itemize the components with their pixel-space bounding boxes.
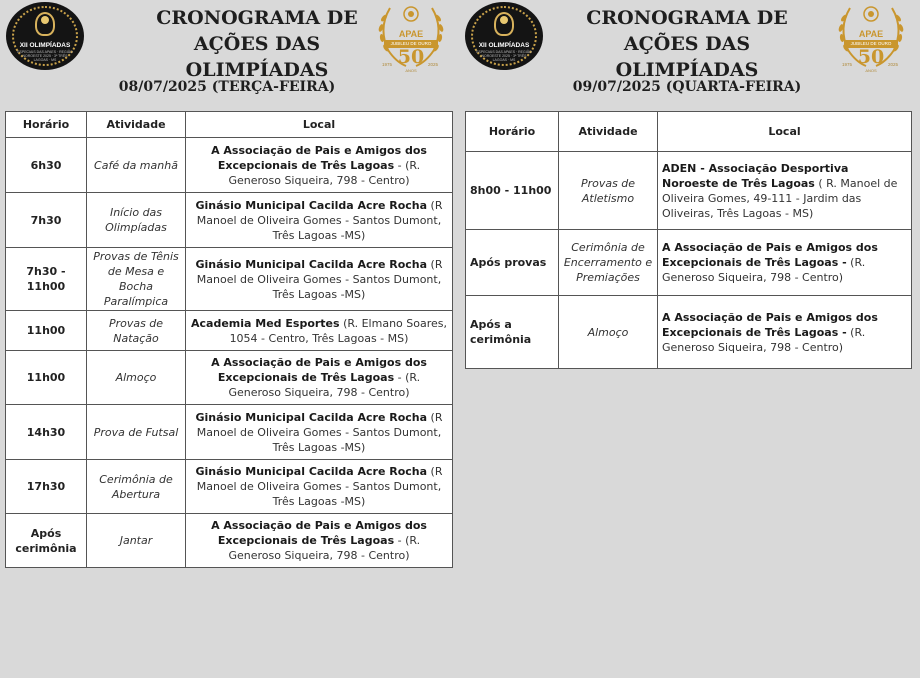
location-address: (R. Elmano Soares, 1054 - Centro, Três Lagoas - MS) [229,316,447,345]
table-row [6,460,453,514]
column-header-activity: Atividade [559,112,658,152]
schedule-table-day2 [465,111,912,369]
schedule-date: 08/07/2025 (TERÇA-FEIRA) [118,79,336,95]
location-address: - (R. Generoso Siqueira, 798 - Centro) [228,158,421,187]
location-name: A Associação de Pais e Amigos dos Excepcionais de Três Lagoas - [662,241,878,269]
schedule-time: 6h30 [6,138,87,193]
column-header-activity: Atividade [87,112,186,138]
location-address: (R Manoel de Oliveira Gomes - Santos Dumont, Três Lagoas -MS) [196,257,443,301]
table-row [6,138,453,193]
schedule-time: 7h30 [6,193,87,248]
schedule-location [186,248,453,311]
location-name: ADEN - Associação Desportiva Noroeste de Três Lagoas [662,161,849,190]
location-address: - (R. Generoso Siqueira, 798 - Centro) [228,534,421,562]
schedule-time: 11h00 [6,351,87,405]
location-name: A Associação de Pais e Amigos dos Excepcionais de Três Lagoas [211,356,427,384]
schedule-activity: Prova de Futsal [87,405,186,460]
schedule-time: 14h30 [6,405,87,460]
column-header-location: Local [186,112,453,138]
table-row [466,296,912,369]
page-title: CRONOGRAMA DE AÇÕES DAS OLIMPÍADAS [586,7,788,81]
schedule-location [186,460,453,514]
schedule-activity: Provas de Atletismo [559,152,658,230]
location-address: (R Manoel de Oliveira Gomes - Santos Dumont, Três Lagoas -MS) [196,410,443,454]
schedule-location [186,351,453,405]
location-address: (R. Generoso Siqueira, 798 - Centro) [662,325,866,354]
schedule-location [658,296,912,369]
table-row [6,193,453,248]
location-address: ( R. Manoel de Oliveira Gomes, 49-111 - Jardim das Oliveiras, Três Lagoas - MS) [662,176,898,220]
location-name: Ginásio Municipal Cacilda Acre Rocha [195,410,428,424]
location-name: A Associação de Pais e Amigos dos Excepcionais de Três Lagoas [211,143,427,172]
schedule-location [186,193,453,248]
schedule-activity: Café da manhã [87,138,186,193]
schedule-activity: Provas de Tênis de Mesa e Bocha Paralímpica [87,248,186,311]
schedule-activity: Jantar [87,514,186,568]
schedule-location [186,138,453,193]
location-name: Ginásio Municipal Cacilda Acre Rocha [195,198,428,212]
column-header-time: Horário [466,112,559,152]
location-name: A Associação de Pais e Amigos dos Excepcionais de Três Lagoas - [662,310,878,339]
schedule-activity: Almoço [87,351,186,405]
column-header-time: Horário [6,112,87,138]
schedule-time: 11h00 [6,311,87,351]
table-row [6,514,453,568]
schedule-time: 17h30 [6,460,87,514]
schedule-date: 09/07/2025 (QUARTA-FEIRA) [572,79,802,95]
apae-50-anos-logo: APAE JUBILEU DE OURO 50 1975 2025 ANOS [834,0,908,76]
table-row [6,351,453,405]
table-row [6,248,453,311]
apae-50-anos-logo: APAE JUBILEU DE OURO 50 1975 2025 ANOS [374,0,448,76]
location-address: - (R. Generoso Siqueira, 798 - Centro) [228,371,421,399]
schedule-activity: Início das Olimpíadas [87,193,186,248]
schedule-location [658,230,912,296]
schedule-activity: Cerimônia de Encerramento e Premiações [559,230,658,296]
location-name: Ginásio Municipal Cacilda Acre Rocha [195,257,428,271]
table-row [6,405,453,460]
schedule-table-day1 [5,111,453,568]
schedule-location [186,311,453,351]
schedule-location [186,405,453,460]
schedule-activity: Provas de Natação [87,311,186,351]
location-name: A Associação de Pais e Amigos dos Excepcionais de Três Lagoas [211,519,427,547]
table-row [6,311,453,351]
location-address: (R Manoel de Oliveira Gomes - Santos Dumont, Três Lagoas -MS) [196,198,443,242]
table-row [466,230,912,296]
schedule-location [186,514,453,568]
schedule-time: Após cerimônia [6,514,87,568]
column-header-location: Local [658,112,912,152]
schedule-time: 7h30 - 11h00 [6,248,87,311]
location-name: Ginásio Municipal Cacilda Acre Rocha [195,465,428,478]
location-name: Academia Med Esportes [191,316,340,330]
page-title: CRONOGRAMA DE AÇÕES DAS OLIMPÍADAS [156,7,358,81]
table-row [466,152,912,230]
schedule-time: 8h00 - 11h00 [466,152,559,230]
schedule-activity: Cerimônia de Abertura [87,460,186,514]
location-address: (R Manoel de Oliveira Gomes - Santos Dumont, Três Lagoas -MS) [196,465,443,508]
schedule-location [658,152,912,230]
olympics-logo: XII OLIMPÍADAS ESPECIAIS DAS APAES · REGIÃO NOROESTE 2025 · 3ª TRÊS LAGOAS · MS [6,2,84,70]
schedule-time: Após a cerimônia [466,296,559,369]
location-address: (R. Generoso Siqueira, 798 - Centro) [662,256,866,284]
schedule-time: Após provas [466,230,559,296]
schedule-activity: Almoço [559,296,658,369]
olympics-logo: XII OLIMPÍADAS ESPECIAIS DAS APAES · REGIÃO NOROESTE 2025 · 3ª TRÊS LAGOAS · MS [465,2,543,70]
